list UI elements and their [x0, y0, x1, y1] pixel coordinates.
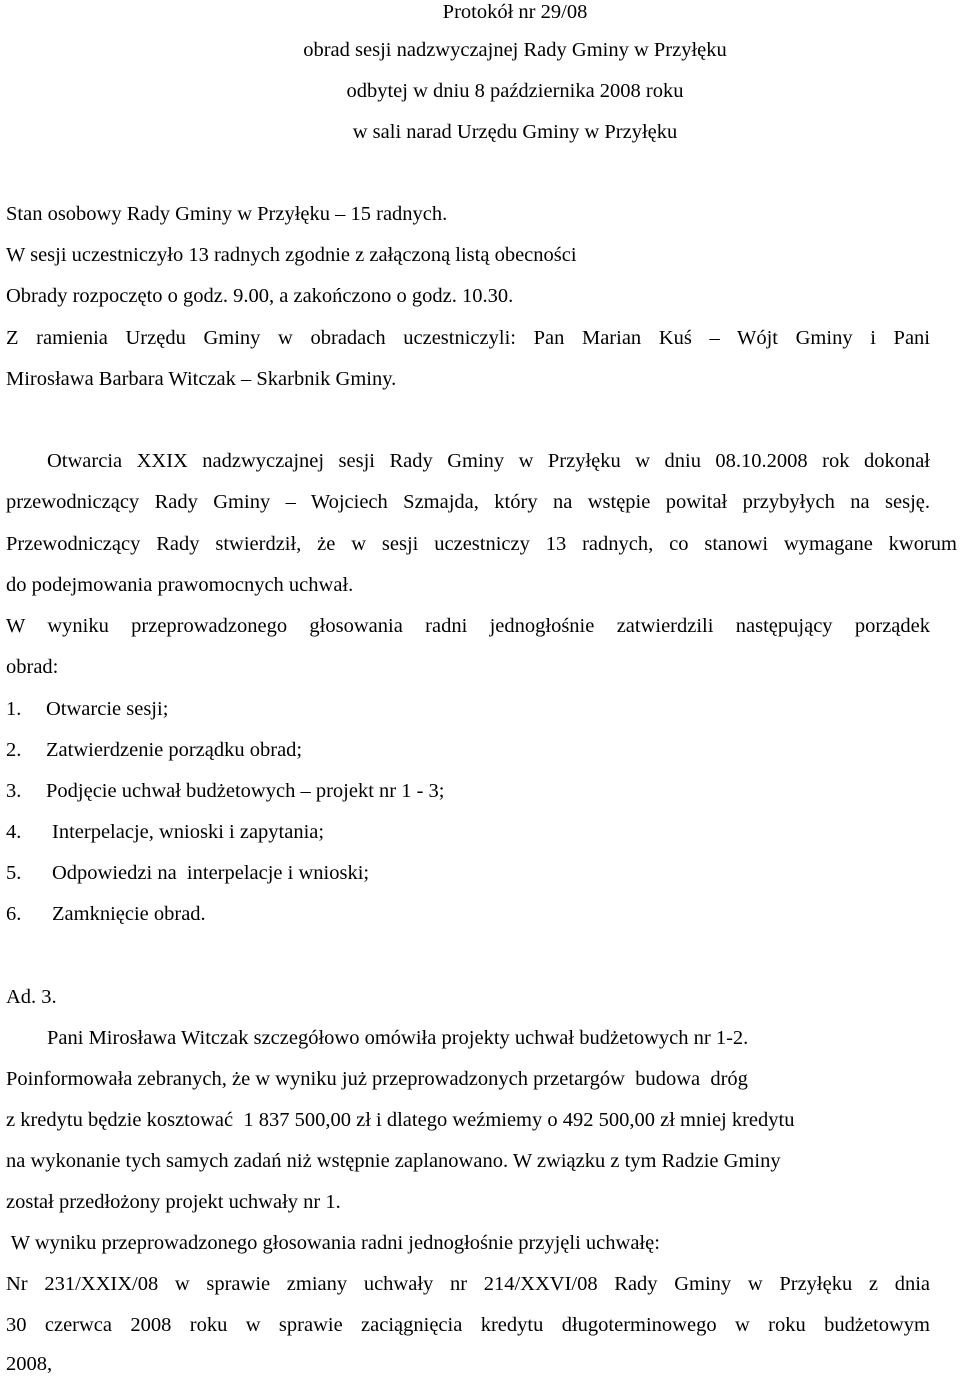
agenda-item-text: Zamknięcie obrad.	[52, 903, 206, 925]
resolution-line-2: 30 czerwca 2008 roku w sprawie zaciągnięcia kredytu długoterminowego w roku budżetowym	[6, 1314, 930, 1336]
header-line-place: w sali narad Urzędu Gminy w Przyłęku	[352, 121, 678, 143]
ad3-line-3: z kredytu będzie kosztować 1 837 500,00 zł i dlatego weźmiemy o 492 500,00 zł mniej kredytu	[6, 1109, 795, 1131]
agenda-item-number: 3.	[6, 780, 22, 802]
ad3-line-5: został przedłożony projekt uchwały nr 1.	[6, 1191, 341, 1213]
ad3-line-6: W wyniku przeprowadzonego głosowania radni jednogłośnie przyjęli uchwałę:	[6, 1232, 660, 1254]
agenda-item	[6, 820, 324, 844]
agenda-vote-line-1: W wyniku przeprowadzonego głosowania radni jednogłośnie zatwierdzili następujący porządek	[6, 615, 930, 637]
office-participants-line-2: Mirosława Barbara Witczak – Skarbnik Gminy.	[6, 368, 397, 390]
protocol-title: Protokół nr 29/08	[442, 1, 588, 23]
agenda-item-number: 2.	[6, 739, 22, 761]
agenda-item-text: Zatwierdzenie porządku obrad;	[46, 739, 303, 761]
agenda-item-number: 5.	[6, 862, 22, 884]
quorum-line-2: do podejmowania prawomocnych uchwał.	[6, 574, 354, 596]
opening-line-2: przewodniczący Rady Gminy – Wojciech Szmajda, który na wstępie powitał przybyłych na sesję.	[6, 491, 930, 513]
opening-line-1: Otwarcia XXIX nadzwyczajnej sesji Rady Gminy w Przyłęku w dniu 08.10.2008 rok dokonał	[47, 450, 930, 472]
header-line-session: obrad sesji nadzwyczajnej Rady Gminy w Przyłęku	[303, 39, 727, 61]
attendance-statement: W sesji uczestniczyło 13 radnych zgodnie z załączoną listą obecności	[6, 244, 577, 266]
resolution-line-3: 2008,	[6, 1353, 53, 1375]
agenda-item-text: Podjęcie uchwał budżetowych – projekt nr 1 - 3;	[46, 780, 445, 802]
agenda-item-text: Interpelacje, wnioski i zapytania;	[52, 821, 325, 843]
ad3-line-1: Pani Mirosława Witczak szczegółowo omówiła projekty uchwał budżetowych nr 1-2.	[47, 1027, 749, 1049]
agenda-item-text: Odpowiedzi na interpelacje i wnioski;	[52, 862, 370, 884]
ad3-line-2: Poinformowała zebranych, że w wyniku już przeprowadzonych przetargów budowa dróg	[6, 1068, 748, 1090]
agenda-item	[6, 861, 369, 885]
office-participants-line-1: Z ramienia Urzędu Gminy w obradach uczestniczyli: Pan Marian Kuś – Wójt Gminy i Pani	[6, 327, 930, 349]
header-line-date: odbytej w dniu 8 października 2008 roku	[346, 80, 684, 102]
council-composition: Stan osobowy Rady Gminy w Przyłęku – 15 radnych.	[6, 203, 448, 225]
agenda-item-number: 4.	[6, 821, 22, 843]
agenda-item-number: 6.	[6, 903, 22, 925]
agenda-item-text: Otwarcie sesji;	[46, 698, 169, 720]
agenda-item-number: 1.	[6, 698, 22, 720]
quorum-line-1: Przewodniczący Rady stwierdził, że w sesji uczestniczy 13 radnych, co stanowi wymagane kworum	[6, 533, 957, 555]
agenda-item	[6, 902, 206, 926]
ad3-line-4: na wykonanie tych samych zadań niż wstępnie zaplanowano. W związku z tym Radzie Gminy	[6, 1150, 781, 1172]
agenda-item	[6, 738, 302, 762]
agenda-item	[6, 697, 168, 721]
section-heading-ad3: Ad. 3.	[6, 986, 57, 1008]
agenda-vote-line-2: obrad:	[6, 656, 59, 678]
resolution-line-1: Nr 231/XXIX/08 w sprawie zmiany uchwały nr 214/XXVI/08 Rady Gminy w Przyłęku z dnia	[6, 1273, 930, 1295]
agenda-item	[6, 779, 445, 803]
session-hours: Obrady rozpoczęto o godz. 9.00, a zakończono o godz. 10.30.	[6, 285, 514, 307]
